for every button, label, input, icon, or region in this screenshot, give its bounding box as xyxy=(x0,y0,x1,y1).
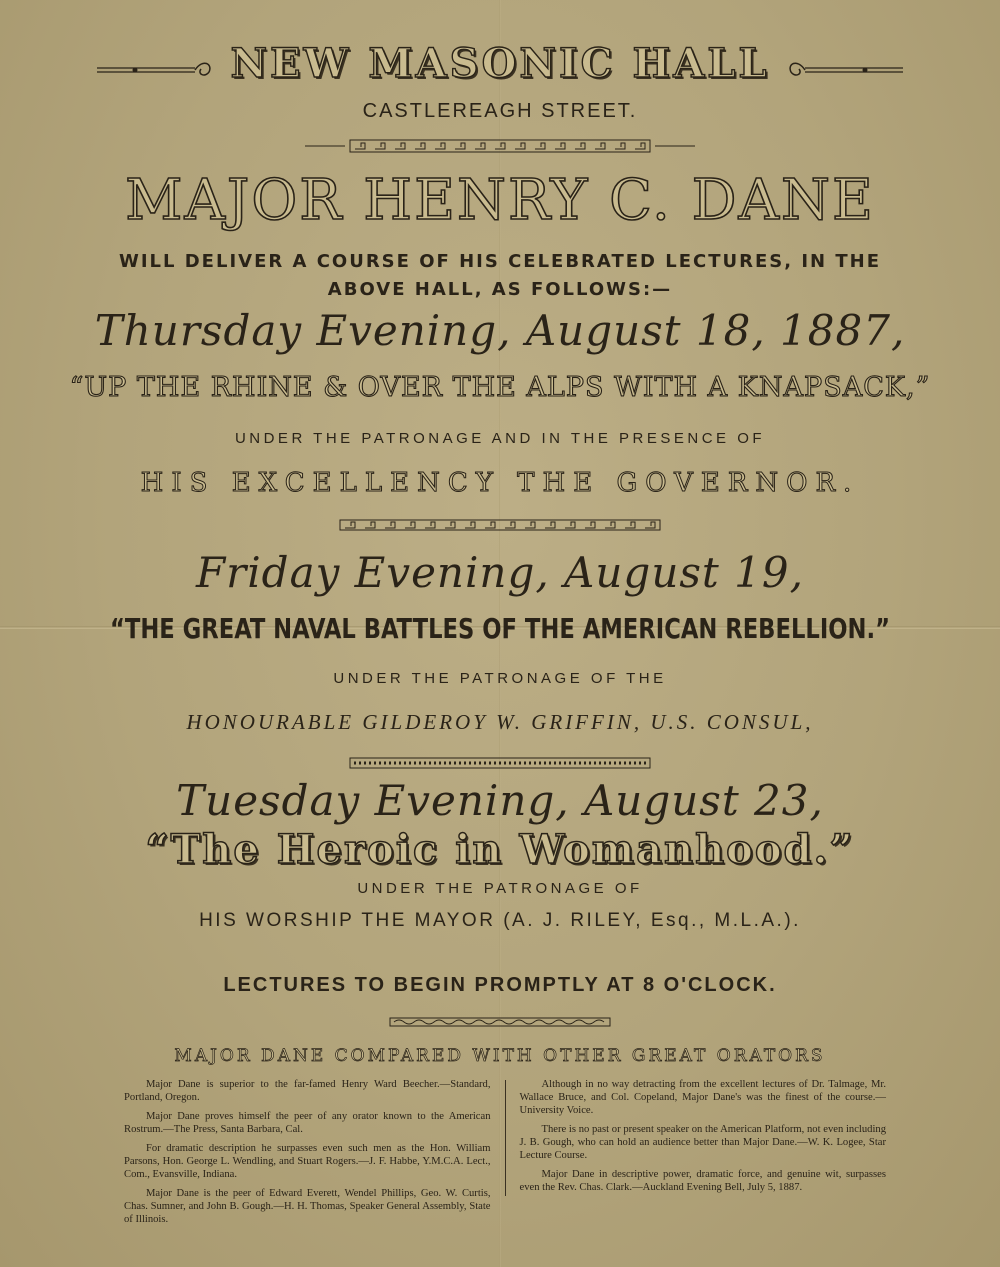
testimonial: For dramatic description he surpasses even such men as the Hon. William Parsons, Hon. George L. Wendling, and Stuart Rogers.—J. F. Habbe, Y.M.C.A. Lect., Com., Evansville, Indiana. xyxy=(124,1143,491,1180)
greek-key-divider-2 xyxy=(330,518,670,532)
lecture-1-patron: HIS EXCELLENCY THE GOVERNOR. xyxy=(140,468,860,498)
lecture-3-title: “The Heroic in Womanhood.” xyxy=(145,826,855,873)
testimonial: Although in no way detracting from the excellent lectures of Dr. Talmage, Mr. Wallace Bruce, and Col. Copeland, Major Dane's was the finest of the course.—University Voice. xyxy=(519,1079,886,1116)
lecture-3-patron: HIS WORSHIP THE MAYOR (A. J. RILEY, Esq., M.L.A.). xyxy=(199,910,801,931)
testimonials xyxy=(110,1078,900,1225)
greek-key-divider-1 xyxy=(305,138,695,154)
lecture-2-date: Friday Evening, August 19, xyxy=(196,548,804,597)
testimonial: Major Dane in descriptive power, dramatic force, and genuine wit, surpasses even the Rev. Chas. Clark.—Auckland Evening Bell, July 5, 1887. xyxy=(519,1169,886,1193)
lecture-3-patronage: UNDER THE PATRONAGE OF xyxy=(357,880,643,897)
hall-street: CASTLEREAGH STREET. xyxy=(362,100,638,122)
begin-notice: LECTURES TO BEGIN PROMPTLY AT 8 O'CLOCK. xyxy=(223,974,777,996)
lecture-3-date: Tuesday Evening, August 23, xyxy=(176,776,824,825)
lecture-1-date: Thursday Evening, August 18, 1887, xyxy=(94,306,906,355)
testimonials-left-column xyxy=(110,1078,505,1225)
lecture-2-title: “THE GREAT NAVAL BATTLES OF THE AMERICAN REBELLION.” xyxy=(109,612,891,645)
lecture-1-title: “UP THE RHINE & OVER THE ALPS WITH A KNAPSACK,” xyxy=(69,372,931,403)
speaker-name: MAJOR HENRY C. DANE xyxy=(125,168,875,233)
intro-text xyxy=(0,248,1000,304)
testimonials-right-column xyxy=(506,1078,901,1198)
testimonial: Major Dane proves himself the peer of any orator known to the American Rostrum.—The Press, Santa Barbara, Cal. xyxy=(124,1111,491,1135)
intro-line-2: ABOVE HALL, AS FOLLOWS:— xyxy=(327,279,673,300)
lecture-1-patronage: UNDER THE PATRONAGE AND IN THE PRESENCE OF xyxy=(234,430,766,447)
hall-title: NEW MASONIC HALL xyxy=(230,40,770,87)
ornament-divider-3 xyxy=(380,1016,620,1028)
dotted-border-divider xyxy=(340,756,660,770)
testimonial: Major Dane is superior to the far-famed Henry Ward Beecher.—Standard, Portland, Oregon. xyxy=(124,1079,491,1103)
lecture-2-patronage: UNDER THE PATRONAGE OF THE xyxy=(333,670,667,687)
testimonial: There is no past or present speaker on the American Platform, not even including J. B. Gough, who can hold an audience better than Major Dane.—W. K. Logee, Star Lecture Course. xyxy=(519,1124,886,1161)
intro-line-1: WILL DELIVER A COURSE OF HIS CELEBRATED LECTURES, IN THE xyxy=(118,251,881,272)
lecture-2-patron: HONOURABLE GILDEROY W. GRIFFIN, U.S. CONSUL, xyxy=(186,710,814,734)
testimonial: Major Dane is the peer of Edward Everett, Wendel Phillips, Geo. W. Curtis, Chas. Sumner, and John B. Gough.—H. H. Thomas, Speaker General Assembly, State of Illinois. xyxy=(124,1188,491,1225)
comparison-heading: MAJOR DANE COMPARED WITH OTHER GREAT ORATORS xyxy=(174,1046,826,1066)
